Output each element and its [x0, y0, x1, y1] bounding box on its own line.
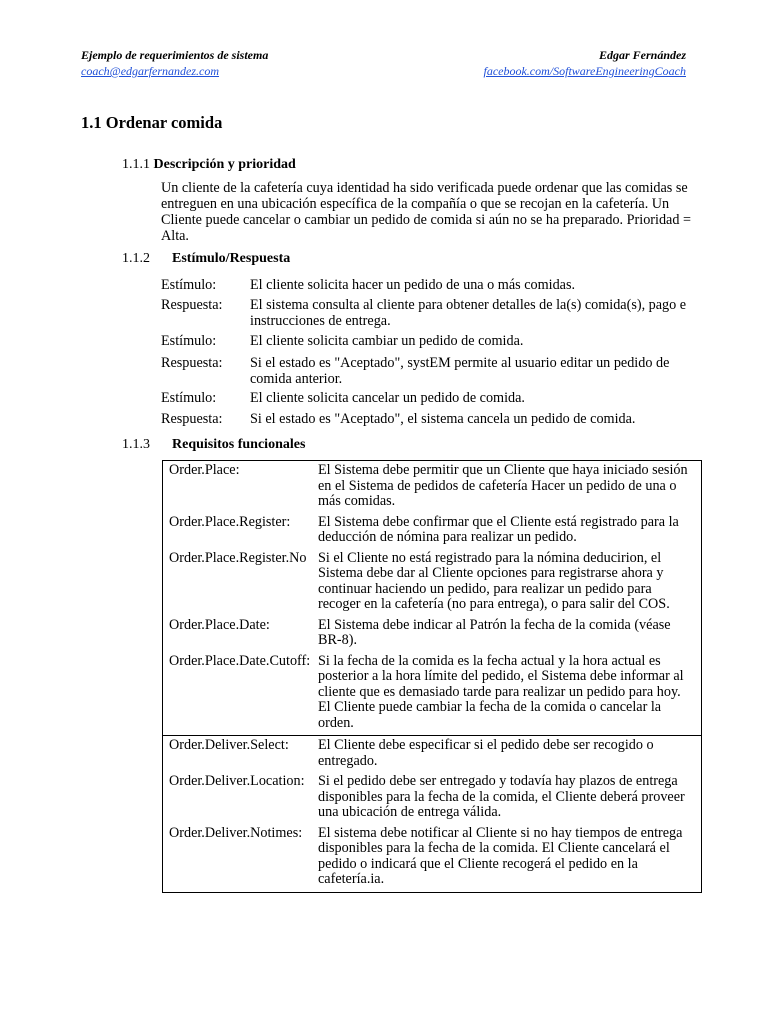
sr-value: El cliente solicita hacer un pedido de una o más comidas.: [250, 277, 576, 293]
stimulus-response-row: [161, 333, 701, 349]
stimulus-response-row: [161, 277, 701, 293]
requirement-text: El Sistema debe indicar al Patrón la fecha de la comida (véase BR-8).: [318, 616, 671, 648]
requirement-id: Order.Deliver.Select:: [169, 737, 289, 753]
subsection-title: Descripción y prioridad: [153, 157, 296, 172]
requirement-text: El sistema debe notificar al Cliente si no hay tiempos de entrega disponibles para la fecha de la comida. El Cliente cancelará el pedido o indicará que el Cliente recogerá el pedido en la cafetería.ia.: [318, 824, 683, 887]
section-heading: [81, 113, 222, 133]
table-row: [163, 653, 702, 736]
subsection-number: 1.1.2: [122, 251, 150, 266]
stimulus-response-row: [161, 297, 701, 329]
stimulus-response-row: [161, 411, 701, 427]
subsection-title: Estímulo/Respuesta: [172, 251, 291, 266]
sr-key: Respuesta:: [161, 297, 223, 313]
requirement-text: El Sistema debe confirmar que el Cliente está registrado para la deducción de nómina para realizar un pedido.: [318, 513, 679, 545]
subsection-heading-2: [122, 251, 290, 267]
subsection-number: 1.1.1: [122, 157, 150, 172]
sr-value: Si el estado es "Aceptado", el sistema cancela un pedido de comida.: [250, 411, 636, 427]
sr-value: El cliente solicita cancelar un pedido de comida.: [250, 390, 525, 406]
section-number: 1.1: [81, 113, 102, 132]
table-row: [163, 617, 702, 653]
subsection-title: Requisitos funcionales: [172, 437, 306, 452]
requirement-text: Si el Cliente no está registrado para la nómina deducirion, el Sistema debe dar al Cliente opciones para registrarse ahora y continuar haciendo un pedido, para realizar un pedido para recoger en la cafetería (no para entrega), o para salir del COS.: [318, 549, 670, 612]
table-row: [163, 736, 702, 774]
requirement-id: Order.Place.Date.Cutoff:: [169, 652, 311, 669]
header-email-link[interactable]: coach@edgarfernandez.com: [81, 64, 220, 78]
table-row: [163, 550, 702, 617]
sr-value: El cliente solicita cambiar un pedido de comida.: [250, 333, 524, 349]
requirement-id: Order.Place:: [169, 462, 240, 478]
requirement-text: El Cliente debe especificar si el pedido debe ser recogido o entregado.: [318, 737, 654, 769]
sr-key: Estímulo:: [161, 277, 217, 293]
header-doc-title: Ejemplo de requerimientos de sistema: [81, 48, 269, 62]
sr-key: Estímulo:: [161, 390, 217, 406]
description-paragraph: Un cliente de la cafetería cuya identidad ha sido verificada puede ordenar que las comidas se entreguen en una ubicación específica de la compañía o que se recojan en la cafetería. Un Cliente puede cancelar o cambiar un pedido de comida si aún no se ha preparado. Prioridad = Alta.: [161, 180, 691, 244]
table-row: [163, 461, 702, 514]
subsection-heading-1: [122, 157, 296, 173]
sr-value: El sistema consulta al cliente para obtener detalles de la(s) comida(s), pago e instrucciones de entrega.: [250, 297, 687, 329]
header-author: Edgar Fernández: [598, 48, 686, 62]
requirement-id: Order.Deliver.Location:: [169, 773, 305, 789]
page-header: [81, 47, 686, 79]
requirement-id: Order.Place.Register:: [169, 513, 291, 530]
stimulus-response-row: [161, 390, 701, 406]
section-title: Ordenar comida: [105, 113, 223, 132]
subsection-heading-3: [122, 437, 305, 453]
sr-key: Estímulo:: [161, 333, 217, 349]
requirement-id: Order.Place.Register.No: [169, 549, 307, 566]
requirements-group-order-deliver: [163, 736, 702, 893]
requirement-text: Si la fecha de la comida es la fecha actual y la hora actual es posterior a la hora límite del pedido, el Sistema debe informar al cliente que es demasiado tarde para realizar un pedido para hoy. El Cliente puede cambiar la fecha de la comida o cancelar la orden.: [318, 652, 684, 731]
requirement-id: Order.Deliver.Notimes:: [169, 824, 303, 841]
header-facebook-link[interactable]: facebook.com/SoftwareEngineeringCoach: [483, 64, 686, 78]
sr-value: Si el estado es "Aceptado", systEM permite al usuario editar un pedido de comida anterior.: [250, 355, 670, 387]
requirement-text: El Sistema debe permitir que un Cliente que haya iniciado sesión en el Sistema de pedidos de cafetería Hacer un pedido de una o más comidas.: [318, 462, 688, 509]
subsection-number: 1.1.3: [122, 437, 150, 452]
sr-key: Respuesta:: [161, 411, 223, 427]
table-row: [163, 825, 702, 893]
sr-key: Respuesta:: [161, 355, 223, 371]
stimulus-response-row: [161, 355, 701, 387]
functional-requirements-table: [162, 460, 702, 893]
table-row: [163, 514, 702, 550]
requirement-id: Order.Place.Date:: [169, 616, 270, 633]
requirement-text: Si el pedido debe ser entregado y todavía hay plazos de entrega disponibles para la fecha de la comida, el Cliente deberá proveer una ubicación de entrega válida.: [318, 773, 685, 820]
table-row: [163, 773, 702, 825]
requirements-group-order-place: [163, 461, 702, 736]
